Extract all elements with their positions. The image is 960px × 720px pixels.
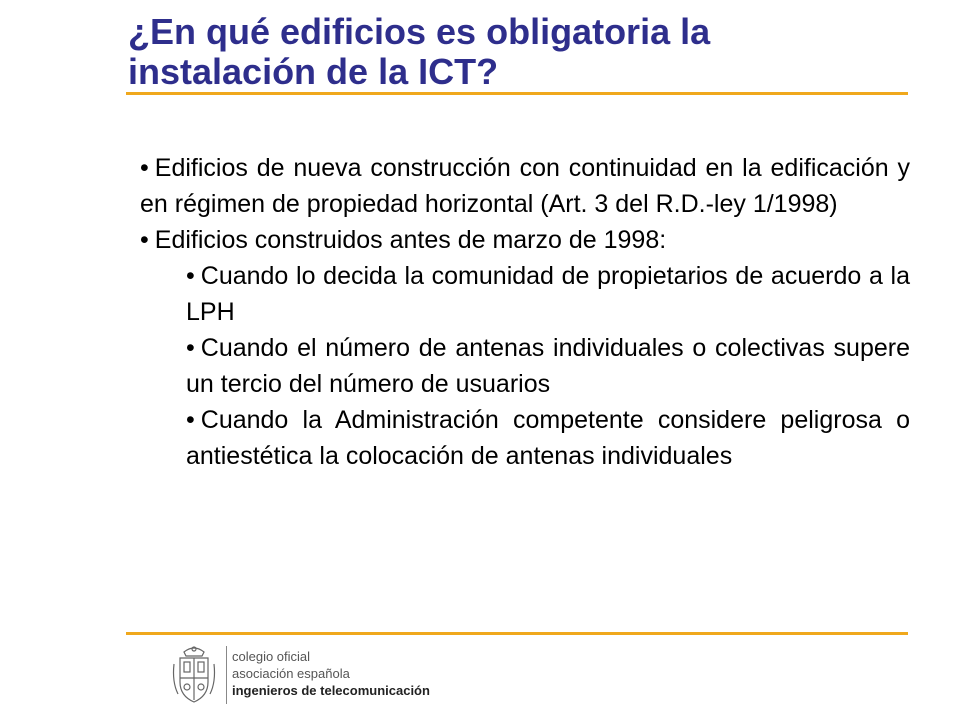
logo-line-1: colegio oficial: [232, 649, 311, 664]
bullet-marker: •: [140, 154, 149, 182]
logo-text: [232, 648, 430, 699]
logo-divider: [226, 646, 227, 704]
title-line-1: ¿En qué edificios es obligatoria la: [128, 11, 711, 52]
bullet-text: Edificios de nueva construcción con continuidad en la edificación y en régimen de propiedad horizontal (Art. 3 del R.D.-ley 1/1998): [140, 154, 910, 218]
sub-bullet-item: [186, 258, 910, 330]
bullet-marker: •: [186, 406, 195, 434]
logo-line-2: asociación española: [232, 666, 350, 681]
bullet-item: [140, 150, 910, 222]
sub-bullet-item: [186, 402, 910, 474]
bullet-marker: •: [186, 262, 195, 290]
logo-line-3: ingenieros de telecomunicación: [232, 683, 430, 698]
bullet-text: Edificios construidos antes de marzo de 1998:: [154, 226, 667, 254]
slide-title: [128, 12, 908, 92]
bullet-marker: •: [186, 334, 195, 362]
organization-logo: [170, 640, 440, 708]
footer-rule: [126, 632, 908, 635]
sub-bullet-text: Cuando la Administración competente considere peligrosa o antiestética la colocación de antenas individuales: [186, 406, 910, 470]
title-line-2: instalación de la ICT?: [128, 51, 499, 92]
bullet-item: [140, 222, 910, 258]
coat-of-arms-icon: [170, 642, 218, 706]
bullet-marker: •: [140, 226, 149, 254]
sub-bullet-text: Cuando lo decida la comunidad de propietarios de acuerdo a la LPH: [186, 262, 910, 326]
title-underline: [126, 92, 908, 95]
sub-bullet-item: [186, 330, 910, 402]
sub-bullet-text: Cuando el número de antenas individuales o colectivas supere un tercio del número de usuarios: [186, 334, 910, 398]
slide-body: [140, 150, 910, 474]
